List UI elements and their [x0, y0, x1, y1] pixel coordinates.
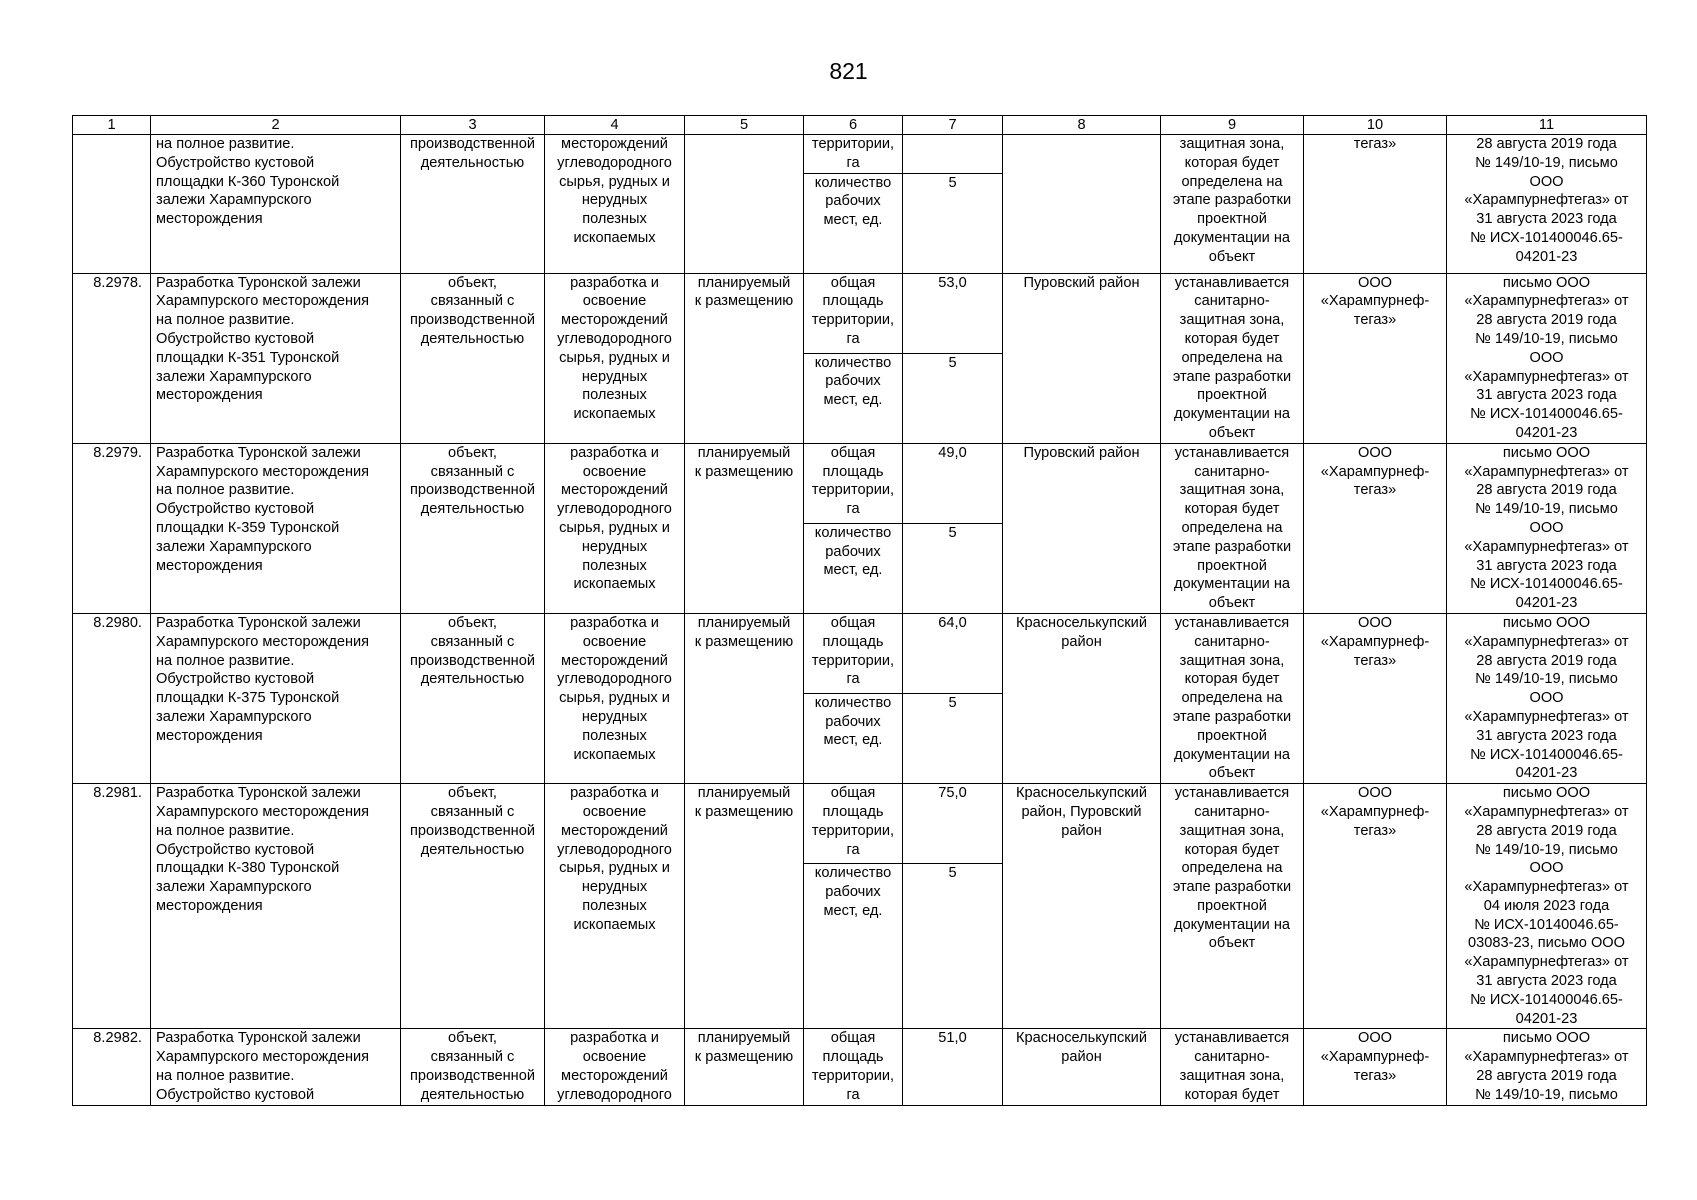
table-row — [73, 443, 1647, 523]
column-number: 4 — [545, 116, 685, 135]
object-purpose: разработка и освоение месторождений углеводородного сырья, рудных и нерудных полезных ископаемых — [545, 443, 685, 613]
object-status: планируемый к размещению — [685, 613, 804, 783]
location: Красноселькупский район, Пуровский район — [1003, 784, 1161, 1029]
area-value — [903, 135, 1003, 174]
column-number-row — [73, 116, 1647, 135]
row-number — [73, 135, 151, 274]
object-name: Разработка Туронской залежи Харампурского месторождения на полное развитие. Обустройство кустовой площадки К-375 Туронской залежи Харампурского месторождения — [151, 613, 401, 783]
object-type: объект, связанный с производственной деятельностью — [401, 784, 545, 1029]
table-row — [73, 135, 1647, 174]
basis-documents: письмо ООО «Харампурнефтегаз» от 28 августа 2019 года № 149/10-19, письмо — [1447, 1029, 1647, 1105]
object-status: планируемый к размещению — [685, 784, 804, 1029]
column-number: 3 — [401, 116, 545, 135]
object-type: производственной деятельностью — [401, 135, 545, 274]
column-number: 9 — [1161, 116, 1304, 135]
registry-table — [72, 115, 1647, 1106]
area-label: общая площадь территории, га — [804, 613, 903, 693]
workplaces-value: 5 — [903, 863, 1003, 1029]
workplaces-value: 5 — [903, 693, 1003, 783]
organization: ООО «Харампурнеф- тегаз» — [1304, 1029, 1447, 1105]
zone-info: устанавливается санитарно- защитная зона, которая будет определена на этапе разработки проектной документации на объект — [1161, 273, 1304, 443]
table-row — [73, 613, 1647, 693]
organization: ООО «Харампурнеф- тегаз» — [1304, 273, 1447, 443]
area-label: общая площадь территории, га — [804, 273, 903, 353]
location: Пуровский район — [1003, 443, 1161, 613]
area-label: общая площадь территории, га — [804, 784, 903, 864]
object-type: объект, связанный с производственной деятельностью — [401, 1029, 545, 1105]
object-purpose: месторождений углеводородного сырья, рудных и нерудных полезных ископаемых — [545, 135, 685, 274]
zone-info: устанавливается санитарно- защитная зона, которая будет — [1161, 1029, 1304, 1105]
zone-info: устанавливается санитарно- защитная зона, которая будет определена на этапе разработки проектной документации на объект — [1161, 443, 1304, 613]
zone-info: устанавливается санитарно- защитная зона, которая будет определена на этапе разработки проектной документации на объект — [1161, 784, 1304, 1029]
workplaces-label: количество рабочих мест, ед. — [804, 693, 903, 783]
object-purpose: разработка и освоение месторождений углеводородного сырья, рудных и нерудных полезных ископаемых — [545, 273, 685, 443]
workplaces-label: количество рабочих мест, ед. — [804, 863, 903, 1029]
column-number: 10 — [1304, 116, 1447, 135]
area-value: 53,0 — [903, 273, 1003, 353]
row-number: 8.2982. — [73, 1029, 151, 1105]
column-number: 8 — [1003, 116, 1161, 135]
column-number: 1 — [73, 116, 151, 135]
area-label: общая площадь территории, га — [804, 1029, 903, 1105]
workplaces-value: 5 — [903, 353, 1003, 443]
location: Красноселькупский район — [1003, 613, 1161, 783]
object-name: Разработка Туронской залежи Харампурского месторождения на полное развитие. Обустройство кустовой площадки К-359 Туронской залежи Харампурского месторождения — [151, 443, 401, 613]
table-row — [73, 273, 1647, 353]
workplaces-label: количество рабочих мест, ед. — [804, 353, 903, 443]
row-number: 8.2979. — [73, 443, 151, 613]
table-row — [73, 784, 1647, 864]
basis-documents: 28 августа 2019 года № 149/10-19, письмо ООО «Харампурнефтегаз» от 31 августа 2023 года № ИСХ-101400046.65- 04201-23 — [1447, 135, 1647, 274]
organization: ООО «Харампурнеф- тегаз» — [1304, 443, 1447, 613]
workplaces-value: 5 — [903, 173, 1003, 273]
row-number: 8.2981. — [73, 784, 151, 1029]
basis-documents: письмо ООО «Харампурнефтегаз» от 28 августа 2019 года № 149/10-19, письмо ООО «Харампурнефтегаз» от 31 августа 2023 года № ИСХ-101400046.65- 04201-23 — [1447, 443, 1647, 613]
area-value: 64,0 — [903, 613, 1003, 693]
workplaces-label: количество рабочих мест, ед. — [804, 523, 903, 613]
organization: ООО «Харампурнеф- тегаз» — [1304, 784, 1447, 1029]
object-type: объект, связанный с производственной деятельностью — [401, 273, 545, 443]
basis-documents: письмо ООО «Харампурнефтегаз» от 28 августа 2019 года № 149/10-19, письмо ООО «Харампурнефтегаз» от 31 августа 2023 года № ИСХ-101400046.65- 04201-23 — [1447, 273, 1647, 443]
object-purpose: разработка и освоение месторождений углеводородного — [545, 1029, 685, 1105]
area-value: 75,0 — [903, 784, 1003, 864]
column-number: 6 — [804, 116, 903, 135]
area-value: 51,0 — [903, 1029, 1003, 1105]
column-number: 11 — [1447, 116, 1647, 135]
row-number: 8.2978. — [73, 273, 151, 443]
object-name: Разработка Туронской залежи Харампурского месторождения на полное развитие. Обустройство кустовой площадки К-351 Туронской залежи Харампурского месторождения — [151, 273, 401, 443]
object-status: планируемый к размещению — [685, 443, 804, 613]
organization: тегаз» — [1304, 135, 1447, 274]
page-number: 821 — [829, 58, 868, 84]
object-status — [685, 135, 804, 274]
object-purpose: разработка и освоение месторождений углеводородного сырья, рудных и нерудных полезных ископаемых — [545, 613, 685, 783]
object-name: на полное развитие. Обустройство кустовой площадки К-360 Туронской залежи Харампурского месторождения — [151, 135, 401, 274]
column-number: 7 — [903, 116, 1003, 135]
area-label: территории, га — [804, 135, 903, 174]
area-value: 49,0 — [903, 443, 1003, 523]
object-purpose: разработка и освоение месторождений углеводородного сырья, рудных и нерудных полезных ископаемых — [545, 784, 685, 1029]
location: Пуровский район — [1003, 273, 1161, 443]
location: Красноселькупский район — [1003, 1029, 1161, 1105]
zone-info: защитная зона, которая будет определена на этапе разработки проектной документации на объект — [1161, 135, 1304, 274]
basis-documents: письмо ООО «Харампурнефтегаз» от 28 августа 2019 года № 149/10-19, письмо ООО «Харампурнефтегаз» от 31 августа 2023 года № ИСХ-101400046.65- 04201-23 — [1447, 613, 1647, 783]
table-row — [73, 1029, 1647, 1105]
column-number: 5 — [685, 116, 804, 135]
location — [1003, 135, 1161, 274]
row-number: 8.2980. — [73, 613, 151, 783]
object-type: объект, связанный с производственной деятельностью — [401, 443, 545, 613]
area-label: общая площадь территории, га — [804, 443, 903, 523]
object-type: объект, связанный с производственной деятельностью — [401, 613, 545, 783]
basis-documents: письмо ООО «Харампурнефтегаз» от 28 августа 2019 года № 149/10-19, письмо ООО «Харампурнефтегаз» от 04 июля 2023 года № ИСХ-10140046.65- 03083-23, письмо ООО «Харампурнефтегаз» от 31 августа 2023 года № ИСХ-101400046.65- 04201-23 — [1447, 784, 1647, 1029]
workplaces-value: 5 — [903, 523, 1003, 613]
workplaces-label: количество рабочих мест, ед. — [804, 173, 903, 273]
organization: ООО «Харампурнеф- тегаз» — [1304, 613, 1447, 783]
object-name: Разработка Туронской залежи Харампурского месторождения на полное развитие. Обустройство кустовой — [151, 1029, 401, 1105]
object-status: планируемый к размещению — [685, 273, 804, 443]
zone-info: устанавливается санитарно- защитная зона, которая будет определена на этапе разработки проектной документации на объект — [1161, 613, 1304, 783]
object-name: Разработка Туронской залежи Харампурского месторождения на полное развитие. Обустройство кустовой площадки К-380 Туронской залежи Харампурского месторождения — [151, 784, 401, 1029]
column-number: 2 — [151, 116, 401, 135]
object-status: планируемый к размещению — [685, 1029, 804, 1105]
